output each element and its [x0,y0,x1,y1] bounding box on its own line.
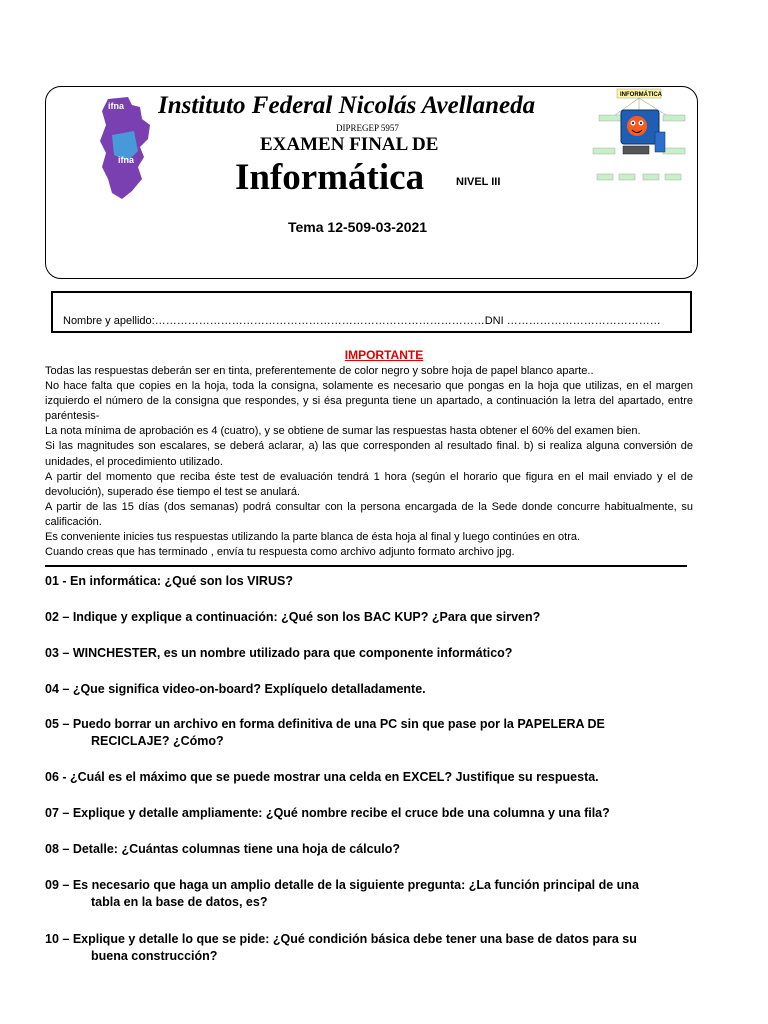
question-05 [45,716,695,750]
question-number: 02 – [45,610,70,624]
important-heading: IMPORTANTE [344,348,424,362]
question-text: Explique y detalle ampliamente: ¿Qué nombre recibe el cruce bde una columna y una fila? [69,806,610,820]
question-04 [45,681,695,698]
dipregep-code: DIPREGEP 5957 [336,123,399,133]
question-number: 06 - [45,770,67,784]
tower-icon [655,132,665,152]
student-name-line: Nombre y apellido:………………………………………………………………………………DNI …………………………………… [63,315,661,327]
question-text: Indique y explique a continuación: ¿Qué son los BAC KUP? ¿Para que sirven? [69,610,541,624]
question-09 [45,877,695,911]
question-continuation: buena construcción? [91,949,218,963]
exam-title: EXAMEN FINAL DE [260,134,439,155]
question-10 [45,931,695,965]
logo-text-top: ifna [108,101,125,111]
question-text: ¿Que significa video-on-board? Explíquelo detalladamente. [69,682,426,696]
question-number: 07 – [45,806,70,820]
question-03 [45,645,695,662]
question-number: 10 – [45,932,70,946]
question-text: WINCHESTER, es un nombre utilizado para que componente informático? [69,646,513,660]
question-08 [45,841,695,858]
question-number: 09 – [45,878,70,892]
instruction-paragraph: Si las magnitudes son escalares, se deberá aclarar, a) las que corresponden al resultado final. b) si realiza alguna conversión de unidades, el procedimiento utilizado. [45,440,693,468]
section-divider [45,565,687,567]
question-01 [45,573,695,590]
level-label: NIVEL III [456,176,501,188]
instruction-paragraph: A partir del momento que reciba éste test de evaluación tendrá 1 hora (según el horario que figura en el mail enviado y el de devolución), superado ése tiempo el test se anulará. [45,470,693,498]
subject-title: Informática [235,157,425,198]
tema-code: Tema 12-509-03-2021 [288,219,428,235]
question-07 [45,805,695,822]
question-06 [45,769,695,786]
question-number: 03 – [45,646,70,660]
question-continuation: RECICLAJE? ¿Cómo? [91,734,224,748]
illustration-title: INFORMÁTICA [620,92,662,98]
instruction-paragraph: Es conveniente inicies tus respuestas utilizando la parte blanca de ésta hoja al final y luego continúes en otra. [45,531,581,544]
instruction-paragraph: No hace falta que copies en la hoja, toda la consigna, solamente es necesario que pongas en la hoja que utilizas, en el margen izquierdo el número de la consigna que respondes, y si ésa pregunta tiene un apartado, a continuación la letra del apartado, entre paréntesis- [45,380,693,423]
question-text: Puedo borrar un archivo en forma definitiva de una PC sin que pase por la PAPELERA DE [69,717,605,731]
informatica-illustration [591,88,687,188]
instruction-paragraph: Todas las respuestas deberán ser en tinta, preferentemente de color negro y sobre hoja de papel blanco aparte.. [45,365,594,377]
instruction-paragraph: La nota mínima de aprobación es 4 (cuatro), y se obtiene de sumar las respuestas hasta obtener el 60% del examen bien. [45,425,641,438]
question-number: 05 – [45,717,70,731]
question-02 [45,609,695,626]
logo-text-bottom: ifna [118,155,135,165]
question-number: 04 – [45,682,70,696]
question-number: 01 - [45,574,67,588]
instruction-paragraph: Cuando creas que has terminado , envía tu respuesta como archivo adjunto formato archivo jpg. [45,546,515,559]
question-continuation: tabla en la base de datos, es? [91,895,268,909]
question-text: Es necesario que haga un amplio detalle de la siguiente pregunta: ¿La función principal de una [69,878,639,892]
question-text: Explique y detalle lo que se pide: ¿Qué condición básica debe tener una base de datos para su [69,932,637,946]
institute-name: Instituto Federal Nicolás Avellaneda [158,92,536,119]
institute-logo [98,95,154,201]
question-text: Detalle: ¿Cuántas columnas tiene una hoja de cálculo? [69,842,400,856]
instruction-paragraph: A partir de las 15 días (dos semanas) podrá consultar con la persona encargada de la Sede donde concurre habitualmente, su calificación. [45,500,693,528]
keyboard-icon [623,146,649,154]
question-number: 08 – [45,842,70,856]
question-text: ¿Cuál es el máximo que se puede mostrar una celda en EXCEL? Justifique su respuesta. [66,770,599,784]
instructions-block [45,364,693,560]
question-text: En informática: ¿Qué son los VIRUS? [66,574,293,588]
